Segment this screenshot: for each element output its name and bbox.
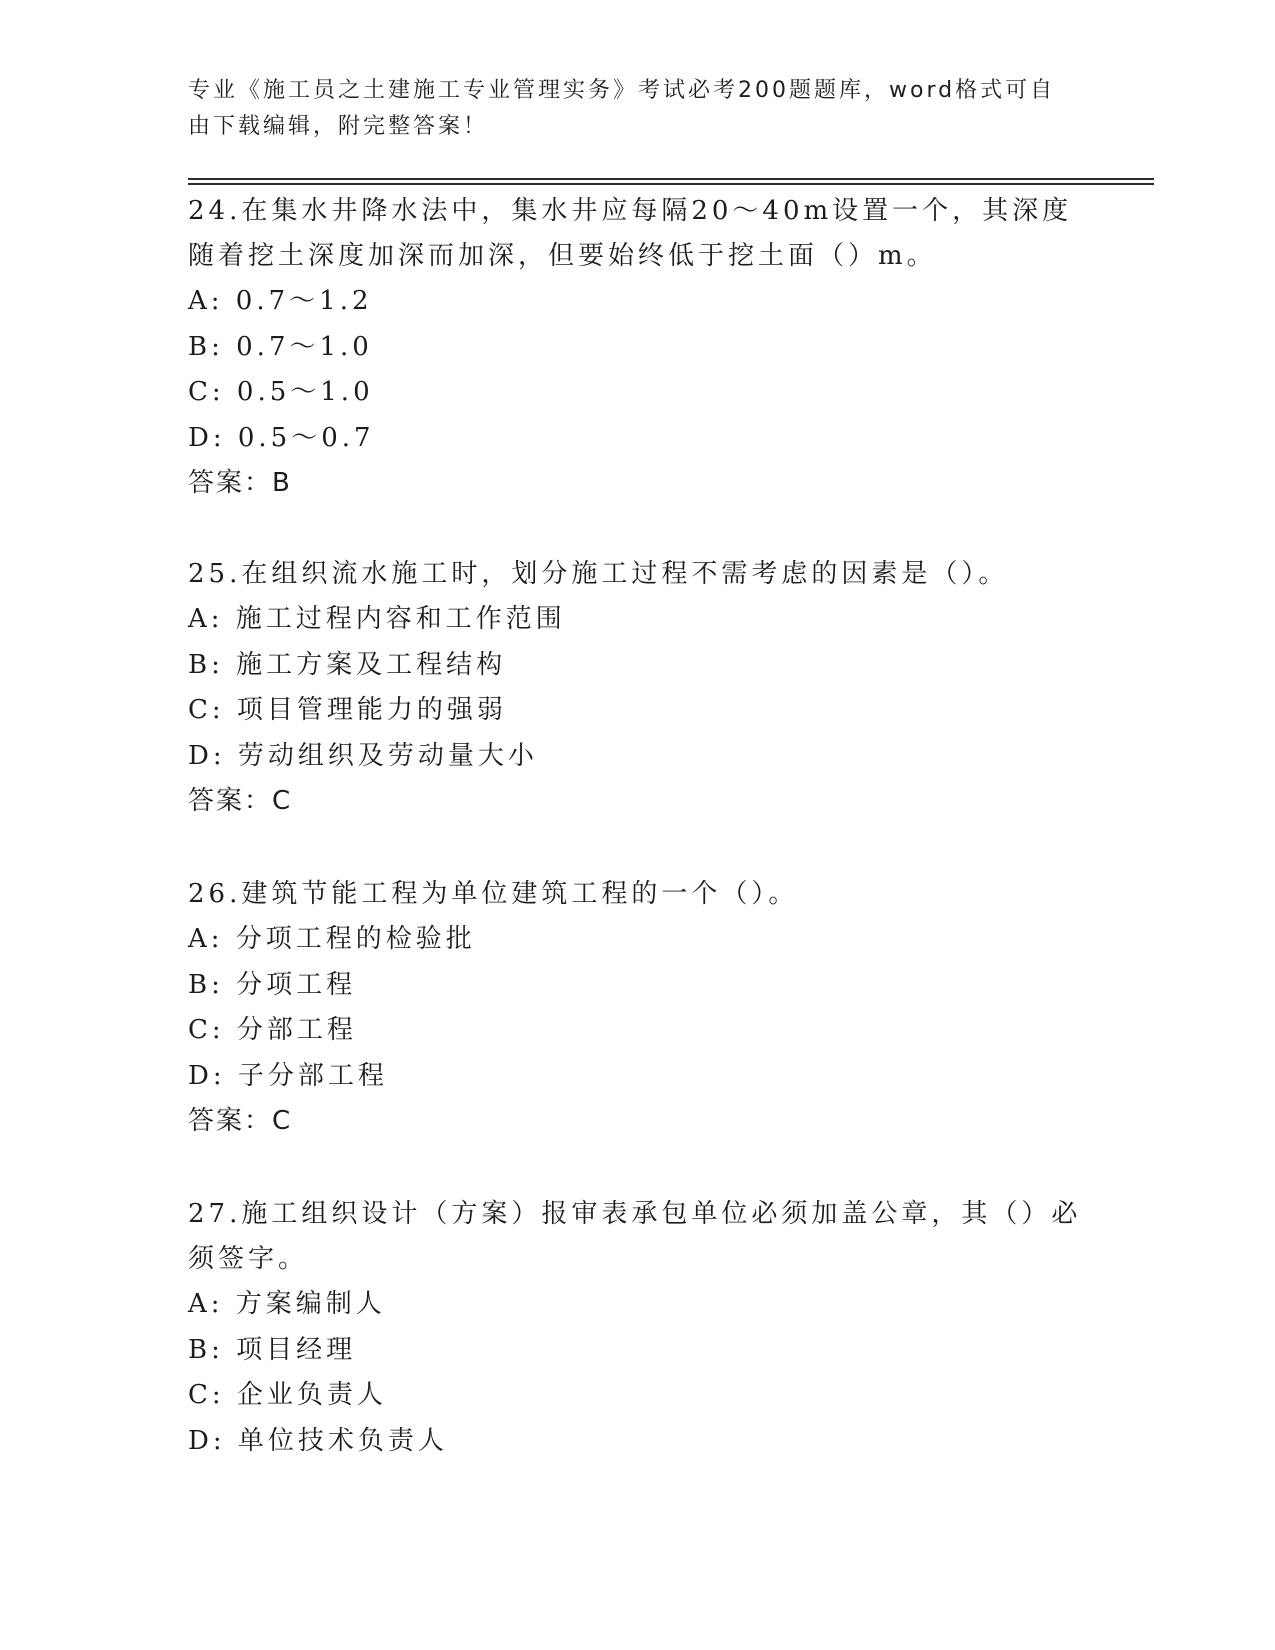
question-stem: 25.在组织流水施工时，划分施工过程不需考虑的因素是（）。 xyxy=(188,559,1009,589)
question-25 xyxy=(188,552,1088,824)
option-d: D: 单位技术负责人 xyxy=(188,1425,448,1456)
question-24 xyxy=(188,189,1088,506)
header-divider-bottom xyxy=(188,183,1154,185)
question-stem: 26.建筑节能工程为单位建筑工程的一个（）。 xyxy=(188,879,799,909)
document-header: 专业《施工员之土建施工专业管理实务》考试必考200题题库，word格式可自由下载编辑，附完整答案！ xyxy=(188,78,1056,139)
option-c: C: 0.5～1.0 xyxy=(188,377,374,407)
question-27 xyxy=(188,1192,1088,1464)
option-a: A: 0.7～1.2 xyxy=(188,286,373,316)
option-c: C: 项目管理能力的强弱 xyxy=(188,695,507,725)
answer: 答案：B xyxy=(188,468,292,498)
question-stem: 27.施工组织设计（方案）报审表承包单位必须加盖公章，其（）必须签字。 xyxy=(188,1199,1082,1274)
option-a: A: 方案编制人 xyxy=(188,1289,386,1319)
option-a: A: 施工过程内容和工作范围 xyxy=(188,604,566,634)
option-c: C: 企业负责人 xyxy=(188,1380,387,1410)
option-a: A: 分项工程的检验批 xyxy=(188,924,476,954)
option-b: B: 分项工程 xyxy=(188,969,357,1000)
question-stem: 24.在集水井降水法中，集水井应每隔20～40m设置一个，其深度随着挖土深度加深而加深，但要始终低于挖土面（）m。 xyxy=(188,196,1073,271)
option-b: B: 0.7～1.0 xyxy=(188,331,373,362)
option-b: B: 项目经理 xyxy=(188,1334,357,1365)
option-d: D: 子分部工程 xyxy=(188,1060,388,1091)
option-c: C: 分部工程 xyxy=(188,1015,357,1045)
option-d: D: 劳动组织及劳动量大小 xyxy=(188,740,538,771)
option-b: B: 施工方案及工程结构 xyxy=(188,649,507,680)
question-26 xyxy=(188,872,1088,1144)
answer: 答案：C xyxy=(188,1106,293,1136)
answer: 答案：C xyxy=(188,786,293,816)
option-d: D: 0.5～0.7 xyxy=(188,422,375,453)
header-divider-top xyxy=(188,178,1154,180)
